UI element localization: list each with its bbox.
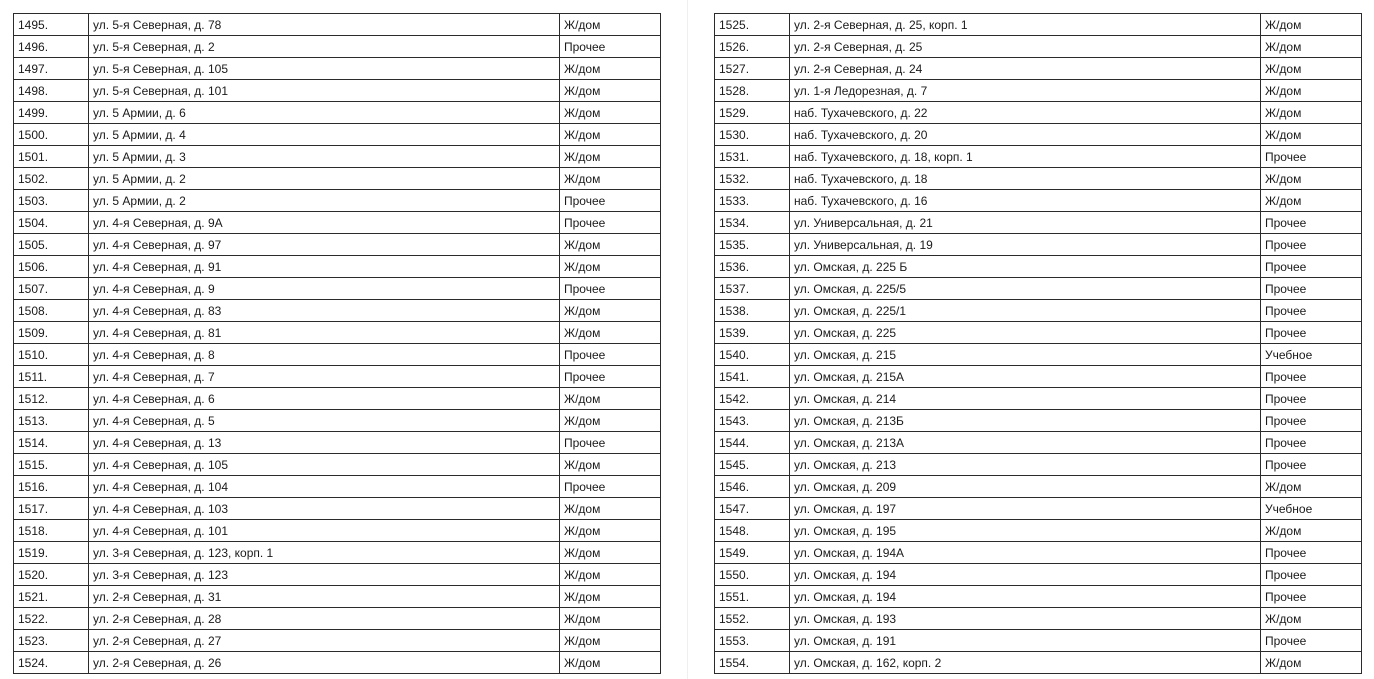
table-row (14, 14, 661, 36)
row-number-cell: 1552. (715, 608, 790, 630)
table-row (715, 146, 1362, 168)
table-row (14, 300, 661, 322)
address-cell: наб. Тухачевского, д. 18, корп. 1 (790, 146, 1261, 168)
address-cell: ул. Омская, д. 213А (790, 432, 1261, 454)
row-number-cell: 1541. (715, 366, 790, 388)
row-number-cell: 1535. (715, 234, 790, 256)
row-number-cell: 1508. (14, 300, 89, 322)
table-row (715, 520, 1362, 542)
table-row (14, 278, 661, 300)
building-type-cell: Ж/дом (1261, 58, 1362, 80)
table-row (14, 168, 661, 190)
table-row (14, 190, 661, 212)
row-number-cell: 1512. (14, 388, 89, 410)
building-type-cell: Ж/дом (560, 388, 661, 410)
table-row (14, 102, 661, 124)
address-cell: ул. Омская, д. 225/5 (790, 278, 1261, 300)
table-row (715, 498, 1362, 520)
address-cell: ул. 2-я Северная, д. 31 (89, 586, 560, 608)
building-type-cell: Ж/дом (560, 124, 661, 146)
row-number-cell: 1546. (715, 476, 790, 498)
address-cell: ул. 4-я Северная, д. 103 (89, 498, 560, 520)
row-number-cell: 1543. (715, 410, 790, 432)
table-row (715, 564, 1362, 586)
address-cell: ул. 2-я Северная, д. 28 (89, 608, 560, 630)
row-number-cell: 1510. (14, 344, 89, 366)
address-cell: ул. 4-я Северная, д. 104 (89, 476, 560, 498)
building-type-cell: Ж/дом (560, 608, 661, 630)
table-row (715, 410, 1362, 432)
row-number-cell: 1504. (14, 212, 89, 234)
address-cell: наб. Тухачевского, д. 22 (790, 102, 1261, 124)
address-table-left (13, 13, 661, 674)
address-cell: ул. 4-я Северная, д. 97 (89, 234, 560, 256)
address-cell: ул. Омская, д. 191 (790, 630, 1261, 652)
table-row (14, 410, 661, 432)
row-number-cell: 1505. (14, 234, 89, 256)
row-number-cell: 1497. (14, 58, 89, 80)
row-number-cell: 1528. (715, 80, 790, 102)
row-number-cell: 1548. (715, 520, 790, 542)
building-type-cell: Ж/дом (560, 410, 661, 432)
address-cell: ул. 5-я Северная, д. 78 (89, 14, 560, 36)
row-number-cell: 1549. (715, 542, 790, 564)
row-number-cell: 1554. (715, 652, 790, 674)
building-type-cell: Прочее (1261, 322, 1362, 344)
address-cell: ул. Омская, д. 162, корп. 2 (790, 652, 1261, 674)
table-row (14, 366, 661, 388)
row-number-cell: 1544. (715, 432, 790, 454)
address-cell: наб. Тухачевского, д. 16 (790, 190, 1261, 212)
address-cell: ул. 2-я Северная, д. 25, корп. 1 (790, 14, 1261, 36)
address-cell: наб. Тухачевского, д. 20 (790, 124, 1261, 146)
address-cell: ул. 1-я Ледорезная, д. 7 (790, 80, 1261, 102)
row-number-cell: 1513. (14, 410, 89, 432)
building-type-cell: Прочее (1261, 432, 1362, 454)
address-cell: ул. Омская, д. 209 (790, 476, 1261, 498)
table-row (14, 652, 661, 674)
row-number-cell: 1511. (14, 366, 89, 388)
table-row (715, 608, 1362, 630)
building-type-cell: Прочее (1261, 564, 1362, 586)
address-cell: ул. Омская, д. 194 (790, 586, 1261, 608)
address-cell: ул. 4-я Северная, д. 8 (89, 344, 560, 366)
table-row (715, 476, 1362, 498)
row-number-cell: 1501. (14, 146, 89, 168)
address-cell: ул. 5-я Северная, д. 105 (89, 58, 560, 80)
table-row (14, 256, 661, 278)
table-row (715, 80, 1362, 102)
address-cell: ул. 5 Армии, д. 2 (89, 190, 560, 212)
row-number-cell: 1517. (14, 498, 89, 520)
building-type-cell: Прочее (560, 476, 661, 498)
table-row (14, 58, 661, 80)
building-type-cell: Ж/дом (560, 652, 661, 674)
address-cell: ул. Омская, д. 197 (790, 498, 1261, 520)
table-row (715, 300, 1362, 322)
building-type-cell: Ж/дом (1261, 652, 1362, 674)
table-row (715, 542, 1362, 564)
building-type-cell: Прочее (560, 36, 661, 58)
table-row (14, 146, 661, 168)
address-cell: ул. Омская, д. 193 (790, 608, 1261, 630)
building-type-cell: Ж/дом (1261, 80, 1362, 102)
address-cell: наб. Тухачевского, д. 18 (790, 168, 1261, 190)
table-row (14, 520, 661, 542)
building-type-cell: Прочее (1261, 234, 1362, 256)
table-row (715, 102, 1362, 124)
address-cell: ул. 3-я Северная, д. 123, корп. 1 (89, 542, 560, 564)
table-row (14, 542, 661, 564)
address-cell: ул. 5 Армии, д. 4 (89, 124, 560, 146)
address-cell: ул. 2-я Северная, д. 26 (89, 652, 560, 674)
row-number-cell: 1519. (14, 542, 89, 564)
row-number-cell: 1530. (715, 124, 790, 146)
table-row (14, 388, 661, 410)
building-type-cell: Ж/дом (560, 586, 661, 608)
table-row (715, 58, 1362, 80)
row-number-cell: 1533. (715, 190, 790, 212)
address-cell: ул. Омская, д. 225 (790, 322, 1261, 344)
table-row (715, 278, 1362, 300)
address-cell: ул. 5 Армии, д. 2 (89, 168, 560, 190)
row-number-cell: 1532. (715, 168, 790, 190)
address-cell: ул. 4-я Северная, д. 9 (89, 278, 560, 300)
address-cell: ул. 5-я Северная, д. 101 (89, 80, 560, 102)
building-type-cell: Прочее (560, 432, 661, 454)
row-number-cell: 1500. (14, 124, 89, 146)
row-number-cell: 1495. (14, 14, 89, 36)
row-number-cell: 1496. (14, 36, 89, 58)
building-type-cell: Ж/дом (560, 630, 661, 652)
building-type-cell: Прочее (1261, 256, 1362, 278)
address-cell: ул. 5 Армии, д. 3 (89, 146, 560, 168)
address-cell: ул. Омская, д. 194А (790, 542, 1261, 564)
building-type-cell: Учебное (1261, 498, 1362, 520)
building-type-cell: Прочее (560, 366, 661, 388)
row-number-cell: 1537. (715, 278, 790, 300)
building-type-cell: Ж/дом (1261, 190, 1362, 212)
table-row (715, 124, 1362, 146)
address-cell: ул. Омская, д. 215А (790, 366, 1261, 388)
row-number-cell: 1547. (715, 498, 790, 520)
row-number-cell: 1514. (14, 432, 89, 454)
row-number-cell: 1521. (14, 586, 89, 608)
row-number-cell: 1525. (715, 14, 790, 36)
address-cell: ул. 4-я Северная, д. 91 (89, 256, 560, 278)
table-row (14, 344, 661, 366)
table-row (14, 476, 661, 498)
address-cell: ул. 2-я Северная, д. 24 (790, 58, 1261, 80)
table-row (14, 454, 661, 476)
address-cell: ул. Омская, д. 225/1 (790, 300, 1261, 322)
building-type-cell: Прочее (1261, 212, 1362, 234)
row-number-cell: 1526. (715, 36, 790, 58)
row-number-cell: 1499. (14, 102, 89, 124)
building-type-cell: Прочее (1261, 146, 1362, 168)
table-row (14, 212, 661, 234)
building-type-cell: Прочее (560, 278, 661, 300)
building-type-cell: Ж/дом (1261, 102, 1362, 124)
table-row (715, 36, 1362, 58)
table-row (715, 366, 1362, 388)
building-type-cell: Ж/дом (560, 146, 661, 168)
row-number-cell: 1506. (14, 256, 89, 278)
table-row (715, 432, 1362, 454)
address-cell: ул. 4-я Северная, д. 83 (89, 300, 560, 322)
table-row (715, 454, 1362, 476)
building-type-cell: Ж/дом (1261, 608, 1362, 630)
row-number-cell: 1498. (14, 80, 89, 102)
address-cell: ул. 5 Армии, д. 6 (89, 102, 560, 124)
table-row (14, 608, 661, 630)
row-number-cell: 1539. (715, 322, 790, 344)
table-row (14, 124, 661, 146)
address-table-right (714, 13, 1362, 674)
table-row (715, 234, 1362, 256)
row-number-cell: 1550. (715, 564, 790, 586)
row-number-cell: 1534. (715, 212, 790, 234)
address-cell: ул. Омская, д. 225 Б (790, 256, 1261, 278)
building-type-cell: Прочее (560, 212, 661, 234)
building-type-cell: Ж/дом (560, 168, 661, 190)
building-type-cell: Прочее (1261, 454, 1362, 476)
building-type-cell: Ж/дом (560, 322, 661, 344)
table-row (715, 190, 1362, 212)
address-cell: ул. 4-я Северная, д. 9А (89, 212, 560, 234)
row-number-cell: 1540. (715, 344, 790, 366)
table-row (715, 14, 1362, 36)
building-type-cell: Ж/дом (1261, 124, 1362, 146)
row-number-cell: 1545. (715, 454, 790, 476)
page-divider (687, 0, 688, 679)
address-cell: ул. Омская, д. 213 (790, 454, 1261, 476)
table-row (14, 498, 661, 520)
address-cell: ул. Омская, д. 215 (790, 344, 1261, 366)
address-cell: ул. 4-я Северная, д. 81 (89, 322, 560, 344)
table-row (715, 256, 1362, 278)
address-cell: ул. 3-я Северная, д. 123 (89, 564, 560, 586)
row-number-cell: 1502. (14, 168, 89, 190)
building-type-cell: Прочее (1261, 278, 1362, 300)
table-row (715, 322, 1362, 344)
row-number-cell: 1507. (14, 278, 89, 300)
address-cell: ул. Омская, д. 194 (790, 564, 1261, 586)
address-cell: ул. 2-я Северная, д. 27 (89, 630, 560, 652)
address-cell: ул. 5-я Северная, д. 2 (89, 36, 560, 58)
row-number-cell: 1527. (715, 58, 790, 80)
table-row (14, 322, 661, 344)
address-cell: ул. Омская, д. 195 (790, 520, 1261, 542)
address-cell: ул. 4-я Северная, д. 5 (89, 410, 560, 432)
row-number-cell: 1518. (14, 520, 89, 542)
row-number-cell: 1503. (14, 190, 89, 212)
row-number-cell: 1536. (715, 256, 790, 278)
address-table-left-body (14, 14, 661, 674)
row-number-cell: 1523. (14, 630, 89, 652)
address-cell: ул. 4-я Северная, д. 105 (89, 454, 560, 476)
address-cell: ул. 4-я Северная, д. 6 (89, 388, 560, 410)
building-type-cell: Учебное (1261, 344, 1362, 366)
table-row (14, 36, 661, 58)
table-row (715, 652, 1362, 674)
row-number-cell: 1542. (715, 388, 790, 410)
building-type-cell: Ж/дом (1261, 36, 1362, 58)
table-row (14, 80, 661, 102)
address-cell: ул. Универсальная, д. 19 (790, 234, 1261, 256)
table-row (14, 234, 661, 256)
table-row (715, 344, 1362, 366)
building-type-cell: Ж/дом (1261, 476, 1362, 498)
table-row (715, 388, 1362, 410)
table-row (715, 586, 1362, 608)
row-number-cell: 1529. (715, 102, 790, 124)
row-number-cell: 1524. (14, 652, 89, 674)
building-type-cell: Ж/дом (1261, 14, 1362, 36)
building-type-cell: Ж/дом (560, 300, 661, 322)
row-number-cell: 1551. (715, 586, 790, 608)
row-number-cell: 1520. (14, 564, 89, 586)
table-row (14, 630, 661, 652)
row-number-cell: 1538. (715, 300, 790, 322)
row-number-cell: 1515. (14, 454, 89, 476)
building-type-cell: Ж/дом (560, 14, 661, 36)
building-type-cell: Прочее (1261, 366, 1362, 388)
building-type-cell: Ж/дом (1261, 168, 1362, 190)
table-row (715, 212, 1362, 234)
building-type-cell: Прочее (560, 190, 661, 212)
building-type-cell: Ж/дом (560, 498, 661, 520)
building-type-cell: Ж/дом (1261, 520, 1362, 542)
table-row (14, 432, 661, 454)
table-row (715, 168, 1362, 190)
address-cell: ул. 4-я Северная, д. 101 (89, 520, 560, 542)
building-type-cell: Ж/дом (560, 58, 661, 80)
address-cell: ул. Омская, д. 213Б (790, 410, 1261, 432)
building-type-cell: Ж/дом (560, 542, 661, 564)
building-type-cell: Ж/дом (560, 520, 661, 542)
building-type-cell: Ж/дом (560, 564, 661, 586)
building-type-cell: Прочее (560, 344, 661, 366)
building-type-cell: Прочее (1261, 586, 1362, 608)
row-number-cell: 1522. (14, 608, 89, 630)
address-cell: ул. Омская, д. 214 (790, 388, 1261, 410)
row-number-cell: 1509. (14, 322, 89, 344)
address-cell: ул. 4-я Северная, д. 13 (89, 432, 560, 454)
building-type-cell: Ж/дом (560, 80, 661, 102)
building-type-cell: Прочее (1261, 630, 1362, 652)
table-row (715, 630, 1362, 652)
building-type-cell: Ж/дом (560, 454, 661, 476)
building-type-cell: Прочее (1261, 542, 1362, 564)
address-table-right-body (715, 14, 1362, 674)
building-type-cell: Ж/дом (560, 102, 661, 124)
building-type-cell: Ж/дом (560, 234, 661, 256)
address-cell: ул. 2-я Северная, д. 25 (790, 36, 1261, 58)
address-cell: ул. Универсальная, д. 21 (790, 212, 1261, 234)
building-type-cell: Ж/дом (560, 256, 661, 278)
row-number-cell: 1553. (715, 630, 790, 652)
table-row (14, 564, 661, 586)
building-type-cell: Прочее (1261, 410, 1362, 432)
table-row (14, 586, 661, 608)
row-number-cell: 1531. (715, 146, 790, 168)
building-type-cell: Прочее (1261, 300, 1362, 322)
row-number-cell: 1516. (14, 476, 89, 498)
building-type-cell: Прочее (1261, 388, 1362, 410)
address-cell: ул. 4-я Северная, д. 7 (89, 366, 560, 388)
